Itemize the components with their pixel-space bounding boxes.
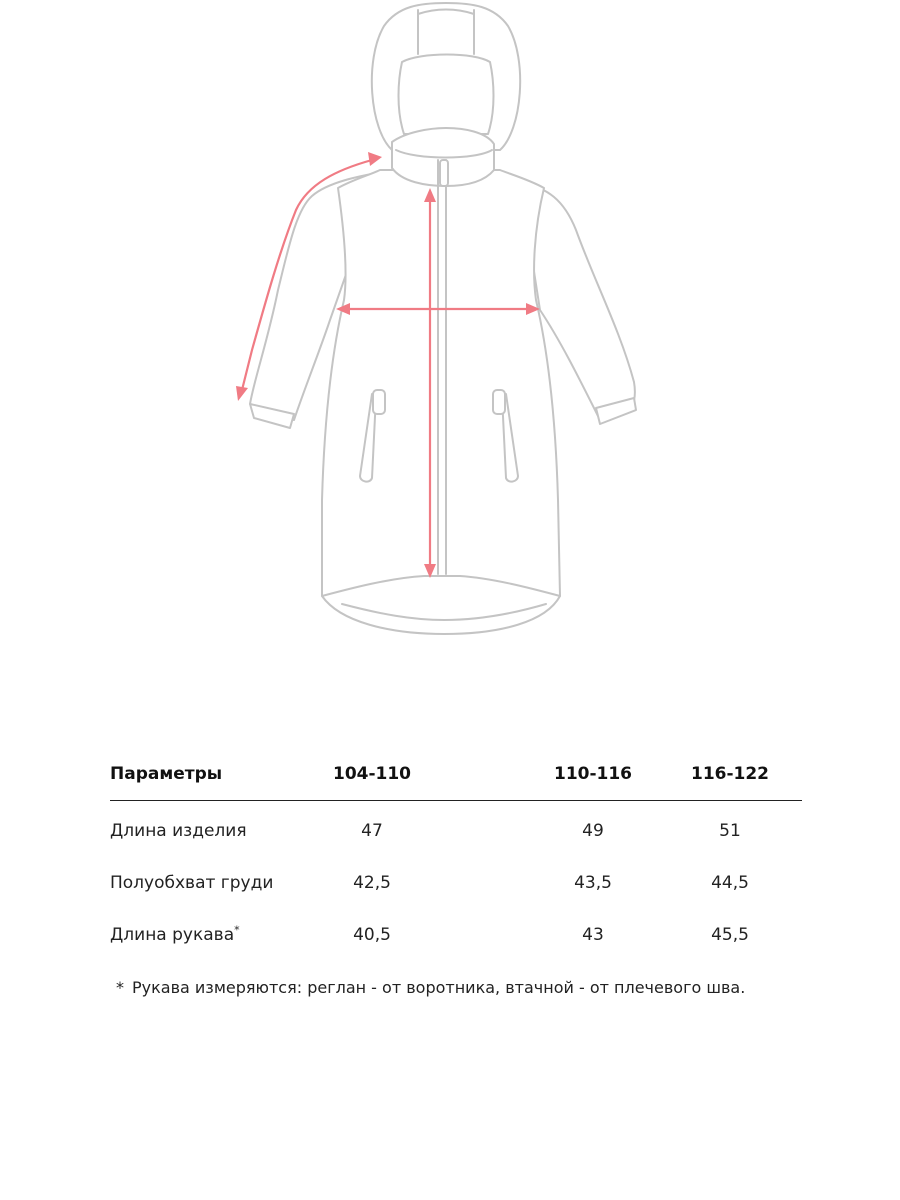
row-label: Длина изделия	[110, 821, 247, 841]
header-size-2: 110-116	[553, 764, 633, 784]
left-pocket-tab	[373, 390, 385, 414]
footnote	[116, 978, 745, 997]
table-header-row	[110, 750, 802, 801]
row-label: Длина рукава	[110, 925, 235, 945]
row-value: 44,5	[711, 873, 749, 893]
table-row	[110, 857, 802, 909]
size-table	[110, 750, 802, 961]
row-value: 51	[719, 821, 741, 841]
coat-body-outline	[322, 170, 560, 634]
zipper-pull	[440, 160, 448, 186]
table-row	[110, 909, 802, 961]
footnote-marker: *	[234, 923, 240, 937]
header-parameters: Параметры	[110, 764, 223, 784]
row-value: 42,5	[353, 873, 391, 893]
footnote-text: Рукава измеряются: реглан - от воротника, втачной - от плечевого шва.	[132, 978, 746, 997]
header-size-3: 116-122	[690, 764, 770, 784]
right-pocket-tab	[493, 390, 505, 414]
table-row	[110, 805, 802, 857]
row-value: 40,5	[353, 925, 391, 945]
row-label-with-note	[110, 909, 240, 961]
row-value: 49	[582, 821, 604, 841]
row-value: 43,5	[574, 873, 612, 893]
row-value: 47	[361, 821, 383, 841]
footnote-marker: *	[116, 978, 124, 997]
hood-opening	[399, 55, 494, 135]
row-label: Полуобхват груди	[110, 873, 274, 893]
row-value: 45,5	[711, 925, 749, 945]
row-value: 43	[582, 925, 604, 945]
header-size-1: 104-110	[332, 764, 412, 784]
